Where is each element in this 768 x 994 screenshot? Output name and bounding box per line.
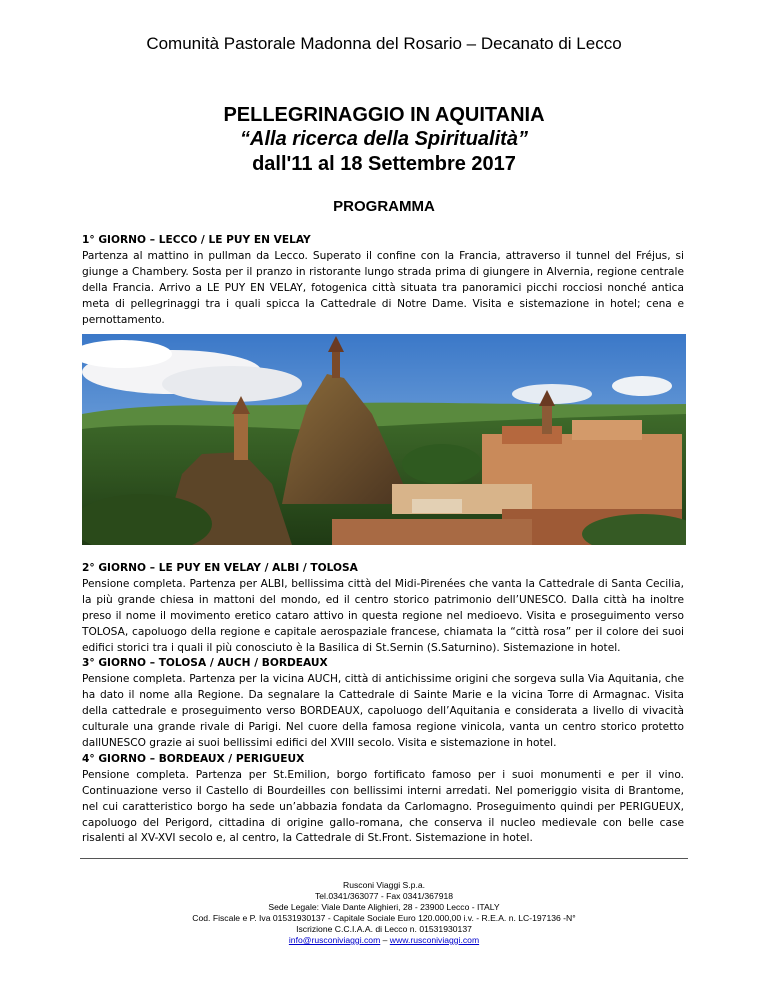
footer-contacts — [0, 935, 768, 946]
le-puy-photo — [82, 334, 686, 545]
le-puy-landscape-image — [82, 334, 686, 545]
day-4-heading: 4° GIORNO – BORDEAUX / PERIGUEUX — [82, 752, 305, 765]
day-4-text: Pensione completa. Partenza per St.Emilion, borgo fortificato famoso per i suoi monumenti e per il vino. Continuazione verso il Castello di Bourdeilles con bellissimi interni arredati. Nel pomeriggio visita di Brantome, nel cui caratteristico borgo ha sede un’abbazia fondata da Carlomagno. Proseguimento quindi per PERIGUEUX, capoluogo del Perigord, cittadina di origine gallo-romana, che conserva il nucleo medievale con belle case risalenti al XV-XVI secolo e, al centro, la Cattedrale di St.Front. Sistemazione in hotel. — [82, 768, 684, 845]
day-3-text: Pensione completa. Partenza per la vicina AUCH, città di antichissime origini che sorgeva sulla Via Aquitania, che ha dato il nome alla Regione. Da segnalare la Cattedrale di Sainte Marie e la vicina Torre di Armagnac. Visita della cattedrale e proseguimento verso BORDEAUX, capoluogo dell’Aquitania e considerata a livello di vivacità culturale una grande rivale di Parigi. Nel cuore della famosa regione vinicola, vanta un centro storico protetto dallUNESCO grazie ai suoi bellissimi edifici del XVIII secolo. Visita e sistemazione in hotel. — [82, 673, 684, 749]
day-2-heading: 2° GIORNO – LE PUY EN VELAY / ALBI / TOLOSA — [82, 562, 358, 574]
footer-fiscal: Cod. Fiscale e P. Iva 01531930137 - Capitale Sociale Euro 120.000,00 i.v. - R.E.A. n. LC-197136 -N° — [192, 913, 576, 923]
day-1-section — [82, 233, 684, 328]
days-2-4-section — [82, 561, 684, 847]
footer-phone: Tel.0341/363077 - Fax 0341/367918 — [314, 891, 454, 901]
website-link[interactable]: www.rusconiviaggi.com — [389, 935, 480, 945]
email-link[interactable]: info@rusconiviaggi.com — [288, 935, 381, 945]
footer-contact-separator: – — [380, 935, 390, 945]
document-title: PELLEGRINAGGIO IN AQUITANIA — [223, 104, 545, 126]
footer-address: Sede Legale: Viale Dante Alighieri, 28 - 23900 Lecco - ITALY — [268, 902, 500, 912]
footer-divider — [80, 858, 688, 859]
page-header: Comunità Pastorale Madonna del Rosario – Decanato di Lecco — [146, 34, 622, 53]
footer-cciaa: Iscrizione C.C.I.A.A. di Lecco n. 01531930137 — [296, 924, 472, 934]
document-subtitle: “Alla ricerca della Spiritualità” — [240, 128, 528, 150]
footer-company: Rusconi Viaggi S.p.a. — [342, 880, 425, 890]
page-footer — [0, 880, 768, 946]
day-1-text: Partenza al mattino in pullman da Lecco. Superato il confine con la Francia, attraverso il tunnel del Fréjus, si giunge a Chambery. Sosta per il pranzo in ristorante lungo strada prima di giungere in Alvernia, regione centrale della Francia. Arrivo a LE PUY EN VELAY, fotogenica città situata tra panoramici picchi rocciosi nonché antica meta di pellegrinaggi tra i quali spicca la Cattedrale di Notre Dame. Visita e sistemazione in hotel; cena e pernottamento. — [82, 249, 684, 326]
day-3-heading: 3° GIORNO – TOLOSA / AUCH / BORDEAUX — [82, 657, 328, 670]
programma-heading: PROGRAMMA — [333, 198, 435, 215]
title-block — [0, 103, 768, 177]
day-2-text: Pensione completa. Partenza per ALBI, bellissima città del Midi-Pirenées che vanta la Cattedrale di Santa Cecilia, la più grande chiesa in mattoni del mondo, ed il centro storico patrimonio dell’UNESCO. Dalla città ha inoltre preso il nome il movimento eretico cataro attivo in questa regione nel medioevo. Visita e proseguimento verso TOLOSA, capoluogo della regione e capitale aerospaziale francese, chiamata la “città rosa” per il colore dei suoi edifici storici tra i quali il più conosciuto è la Basilica di St.Sernin (S.Saturnino). Sistemazione in hotel. — [82, 577, 684, 654]
day-1-heading: 1° GIORNO – LECCO / LE PUY EN VELAY — [82, 234, 311, 246]
trip-dates: dall'11 al 18 Settembre 2017 — [252, 153, 516, 175]
